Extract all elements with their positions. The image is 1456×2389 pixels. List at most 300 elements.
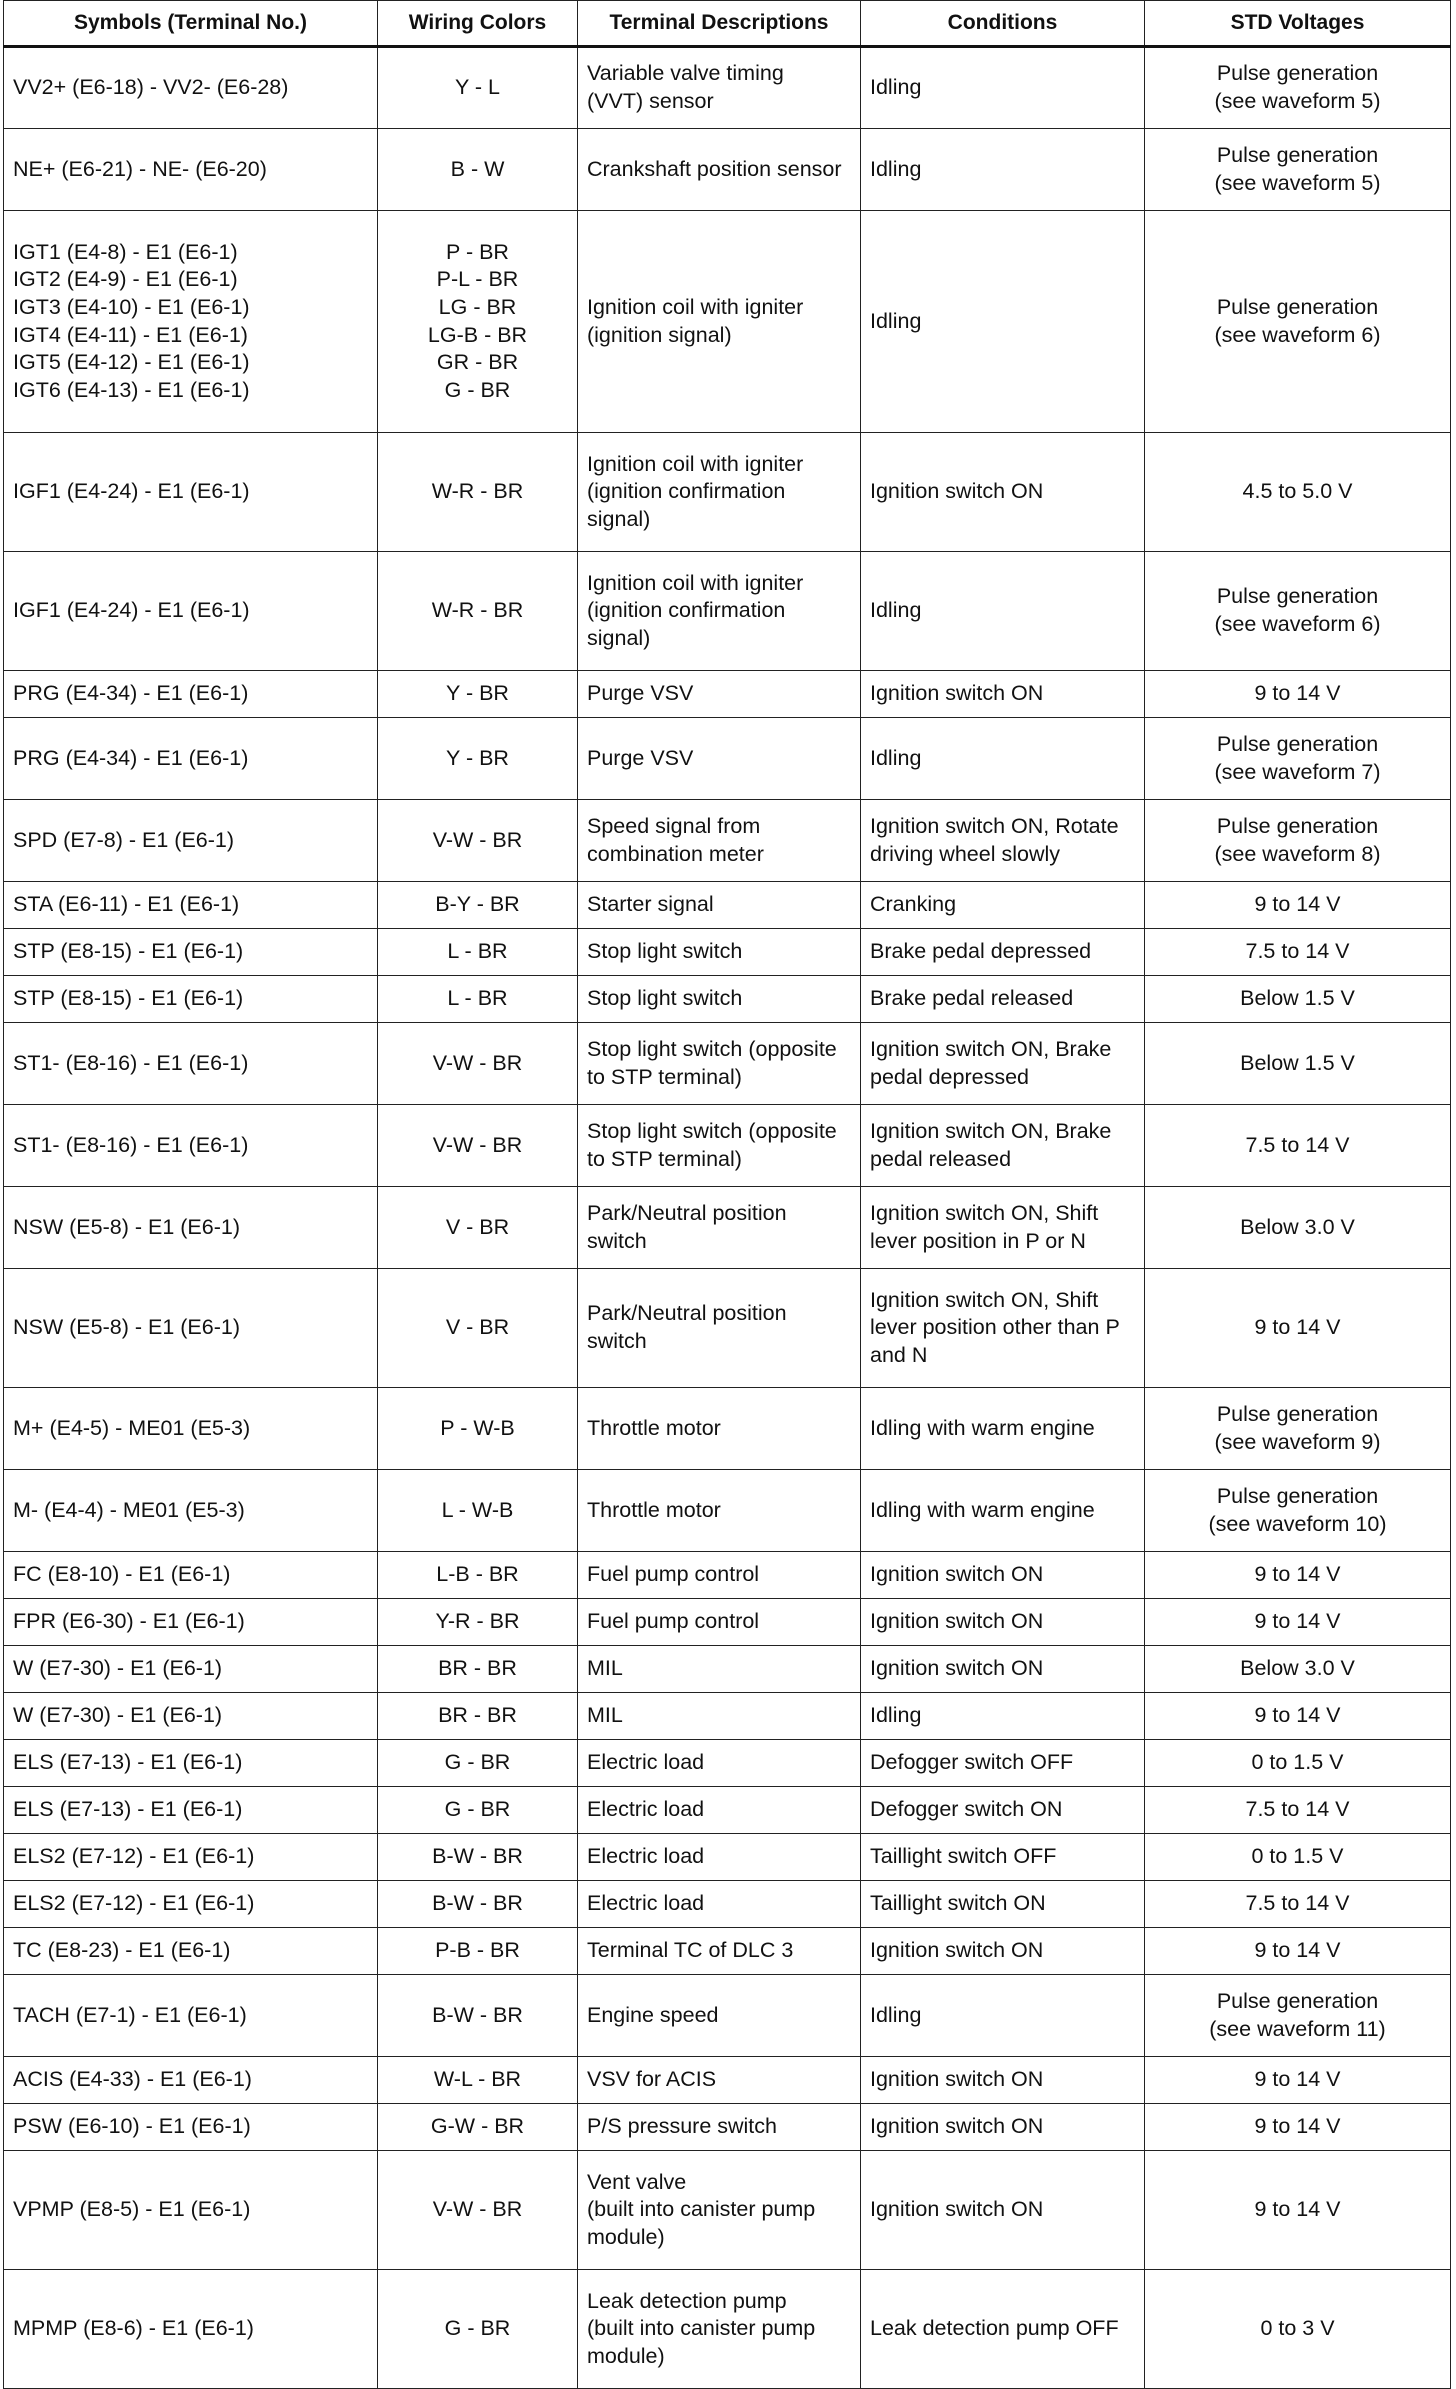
cell-terminal-description <box>578 800 861 882</box>
cell-terminal-description-line: Throttle motor <box>587 1415 721 1440</box>
cell-std-voltage-line: 9 to 14 V <box>1254 1562 1341 1587</box>
cell-symbol <box>4 1187 378 1269</box>
cell-symbol-line: VPMP (E8-5) - E1 (E6-1) <box>13 2197 251 2222</box>
cell-terminal-description <box>578 129 861 211</box>
cell-terminal-description <box>578 1552 861 1599</box>
cell-terminal-description-line: VSV for ACIS <box>587 2067 717 2092</box>
table-row <box>4 1187 1451 1269</box>
cell-symbol-line: STP (E8-15) - E1 (E6-1) <box>13 986 244 1011</box>
cell-wiring-color <box>378 882 578 929</box>
cell-terminal-description-line: module) <box>587 2343 665 2368</box>
cell-symbol <box>4 976 378 1023</box>
cell-condition <box>861 1470 1145 1552</box>
cell-wiring-color <box>378 552 578 671</box>
cell-terminal-description <box>578 1599 861 1646</box>
cell-symbol <box>4 1740 378 1787</box>
header-std-voltages: STD Voltages <box>1145 1 1451 47</box>
cell-std-voltage <box>1145 976 1451 1023</box>
cell-terminal-description-line: (built into canister pump <box>587 2197 816 2222</box>
table-row <box>4 1105 1451 1187</box>
cell-wiring-color-line: G-W - BR <box>430 2114 525 2139</box>
cell-terminal-description-line: Electric load <box>587 1844 705 1869</box>
cell-terminal-description <box>578 1787 861 1834</box>
cell-wiring-color-line: W-L - BR <box>433 2067 522 2092</box>
header-row <box>4 1 1451 47</box>
cell-terminal-description-line: Fuel pump control <box>587 1562 760 1587</box>
cell-terminal-description-line: to STP terminal) <box>587 1146 742 1171</box>
cell-condition-line: Idling <box>870 598 922 623</box>
cell-condition <box>861 671 1145 718</box>
cell-symbol-line: PRG (E4-34) - E1 (E6-1) <box>13 681 249 706</box>
cell-std-voltage-line: Pulse generation <box>1216 61 1379 86</box>
cell-condition-line: and N <box>870 1342 928 1367</box>
cell-wiring-color <box>378 1881 578 1928</box>
cell-condition <box>861 976 1145 1023</box>
table-row <box>4 433 1451 552</box>
cell-terminal-description-line: (built into canister pump <box>587 2316 816 2341</box>
cell-wiring-color <box>378 1975 578 2057</box>
cell-std-voltage <box>1145 433 1451 552</box>
cell-symbol-line: ELS2 (E7-12) - E1 (E6-1) <box>13 1891 255 1916</box>
cell-std-voltage-line: 7.5 to 14 V <box>1245 939 1350 964</box>
cell-symbol <box>4 1470 378 1552</box>
cell-symbol-line: M- (E4-4) - ME01 (E5-3) <box>13 1497 245 1522</box>
cell-wiring-color-line: V-W - BR <box>432 827 523 852</box>
cell-wiring-color-line: Y - BR <box>446 681 509 706</box>
cell-terminal-description-line: MIL <box>587 1656 623 1681</box>
cell-std-voltage <box>1145 671 1451 718</box>
cell-wiring-color <box>378 1023 578 1105</box>
cell-symbol-line: PRG (E4-34) - E1 (E6-1) <box>13 745 249 770</box>
cell-wiring-color-line: B-Y - BR <box>435 892 520 917</box>
cell-terminal-description-line: Stop light switch <box>587 939 743 964</box>
table-row <box>4 129 1451 211</box>
table-row <box>4 1023 1451 1105</box>
cell-std-voltage-line: (see waveform 6) <box>1214 322 1381 347</box>
cell-symbol-line: W (E7-30) - E1 (E6-1) <box>13 1656 223 1681</box>
table-row <box>4 1740 1451 1787</box>
cell-condition-line: Ignition switch ON, Rotate <box>870 813 1119 838</box>
cell-std-voltage <box>1145 1552 1451 1599</box>
cell-std-voltage <box>1145 718 1451 800</box>
cell-wiring-color-line: W-R - BR <box>431 479 524 504</box>
cell-terminal-description <box>578 2104 861 2151</box>
cell-symbol-line: ST1- (E8-16) - E1 (E6-1) <box>13 1050 249 1075</box>
cell-wiring-color <box>378 47 578 129</box>
cell-symbol <box>4 1975 378 2057</box>
cell-wiring-color <box>378 1834 578 1881</box>
table-row <box>4 1470 1451 1552</box>
cell-terminal-description-line: Stop light switch (opposite <box>587 1036 837 1061</box>
cell-terminal-description <box>578 1269 861 1388</box>
cell-terminal-description-line: signal) <box>587 625 651 650</box>
cell-terminal-description-line: Electric load <box>587 1750 705 1775</box>
cell-terminal-description-line: Ignition coil with igniter <box>587 451 804 476</box>
cell-terminal-description <box>578 1646 861 1693</box>
cell-condition <box>861 47 1145 129</box>
cell-condition-line: Leak detection pump OFF <box>870 2316 1119 2341</box>
cell-std-voltage <box>1145 1187 1451 1269</box>
cell-wiring-color-line: P - BR <box>446 239 509 264</box>
cell-condition <box>861 2151 1145 2270</box>
cell-wiring-color-line: B-W - BR <box>432 1891 523 1916</box>
cell-condition-line: driving wheel slowly <box>870 841 1060 866</box>
cell-condition-line: Idling <box>870 308 922 333</box>
cell-wiring-color <box>378 129 578 211</box>
cell-condition <box>861 552 1145 671</box>
cell-std-voltage-line: 9 to 14 V <box>1254 892 1341 917</box>
cell-symbol <box>4 1834 378 1881</box>
table-row <box>4 1269 1451 1388</box>
cell-condition <box>861 1599 1145 1646</box>
cell-terminal-description <box>578 929 861 976</box>
table-row <box>4 2270 1451 2389</box>
cell-condition-line: Defogger switch ON <box>870 1797 1063 1822</box>
cell-condition-line: Ignition switch ON <box>870 1938 1044 1963</box>
cell-std-voltage <box>1145 1693 1451 1740</box>
cell-condition <box>861 1269 1145 1388</box>
cell-wiring-color <box>378 1187 578 1269</box>
ecu-terminal-table <box>3 0 1451 2389</box>
table-row <box>4 1646 1451 1693</box>
cell-std-voltage-line: 9 to 14 V <box>1254 2067 1341 2092</box>
cell-condition <box>861 1975 1145 2057</box>
cell-wiring-color-line: L - W-B <box>441 1497 514 1522</box>
cell-terminal-description <box>578 1740 861 1787</box>
cell-std-voltage-line: 0 to 3 V <box>1260 2316 1335 2341</box>
cell-condition <box>861 211 1145 433</box>
cell-terminal-description <box>578 211 861 433</box>
cell-terminal-description <box>578 1928 861 1975</box>
cell-terminal-description-line: Terminal TC of DLC 3 <box>587 1938 794 1963</box>
cell-std-voltage-line: 9 to 14 V <box>1254 2114 1341 2139</box>
header-conditions: Conditions <box>861 1 1145 47</box>
cell-symbol-line: ELS2 (E7-12) - E1 (E6-1) <box>13 1844 255 1869</box>
cell-std-voltage-line: 7.5 to 14 V <box>1245 1132 1350 1157</box>
cell-condition <box>861 718 1145 800</box>
cell-terminal-description <box>578 2057 861 2104</box>
cell-condition-line: Ignition switch ON <box>870 1656 1044 1681</box>
cell-wiring-color <box>378 433 578 552</box>
cell-std-voltage-line: 9 to 14 V <box>1254 681 1341 706</box>
cell-wiring-color-line: L - BR <box>447 939 508 964</box>
cell-terminal-description <box>578 1693 861 1740</box>
table-row <box>4 800 1451 882</box>
cell-condition-line: Idling <box>870 2002 922 2027</box>
cell-terminal-description <box>578 671 861 718</box>
cell-terminal-description-line: Crankshaft position sensor <box>587 156 842 181</box>
cell-symbol-line: IGT2 (E4-9) - E1 (E6-1) <box>13 267 238 292</box>
header-symbols: Symbols (Terminal No.) <box>4 1 378 47</box>
cell-std-voltage-line: Pulse generation <box>1216 294 1379 319</box>
cell-terminal-description-line: signal) <box>587 506 651 531</box>
cell-symbol <box>4 800 378 882</box>
cell-condition-line: Ignition switch ON <box>870 1562 1044 1587</box>
cell-std-voltage-line: Pulse generation <box>1216 731 1379 756</box>
cell-condition <box>861 433 1145 552</box>
cell-condition <box>861 1187 1145 1269</box>
cell-wiring-color-line: GR - BR <box>436 350 519 375</box>
cell-terminal-description-line: Electric load <box>587 1891 705 1916</box>
cell-wiring-color <box>378 1740 578 1787</box>
header-wiring-colors: Wiring Colors <box>378 1 578 47</box>
cell-std-voltage-line: 9 to 14 V <box>1254 1703 1341 1728</box>
cell-terminal-description-line: switch <box>587 1329 647 1353</box>
cell-terminal-description-line: P/S pressure switch <box>587 2114 777 2139</box>
header-terminal-descriptions: Terminal Descriptions <box>578 1 861 47</box>
cell-std-voltage <box>1145 1470 1451 1552</box>
cell-wiring-color <box>378 1388 578 1470</box>
table-row <box>4 1834 1451 1881</box>
cell-wiring-color <box>378 2270 578 2389</box>
cell-wiring-color <box>378 929 578 976</box>
cell-std-voltage-line: 0 to 1.5 V <box>1251 1844 1344 1869</box>
cell-terminal-description-line: Park/Neutral position <box>587 1200 787 1225</box>
cell-condition-line: Idling <box>870 156 922 181</box>
cell-condition <box>861 800 1145 882</box>
cell-condition-line: Taillight switch OFF <box>870 1844 1057 1869</box>
cell-wiring-color-line: P - W-B <box>440 1415 515 1440</box>
cell-std-voltage-line: 9 to 14 V <box>1254 1938 1341 1963</box>
cell-condition-line: Ignition switch ON <box>870 681 1044 706</box>
cell-wiring-color <box>378 1269 578 1388</box>
cell-symbol-line: TC (E8-23) - E1 (E6-1) <box>13 1938 231 1963</box>
cell-symbol-line: IGF1 (E4-24) - E1 (E6-1) <box>13 598 250 623</box>
cell-terminal-description <box>578 1187 861 1269</box>
cell-condition-line: Brake pedal released <box>870 986 1074 1011</box>
cell-std-voltage-line: Pulse generation <box>1216 584 1379 609</box>
cell-symbol-line: NSW (E5-8) - E1 (E6-1) <box>13 1214 240 1239</box>
cell-symbol-line: STA (E6-11) - E1 (E6-1) <box>13 892 240 917</box>
cell-condition-line: Ignition switch ON <box>870 2114 1044 2139</box>
cell-wiring-color-line: L-B - BR <box>436 1562 519 1587</box>
table-row <box>4 211 1451 433</box>
cell-symbol-line: MPMP (E8-6) - E1 (E6-1) <box>13 2316 254 2341</box>
cell-terminal-description-line: switch <box>587 1228 647 1253</box>
cell-terminal-description-line: Purge VSV <box>587 745 694 770</box>
cell-condition <box>861 2057 1145 2104</box>
cell-condition <box>861 2104 1145 2151</box>
cell-condition-line: Taillight switch ON <box>870 1891 1046 1916</box>
cell-terminal-description-line: Electric load <box>587 1797 705 1822</box>
cell-terminal-description <box>578 1388 861 1470</box>
cell-std-voltage <box>1145 2270 1451 2389</box>
cell-wiring-color-line: G - BR <box>444 1750 511 1775</box>
cell-wiring-color <box>378 718 578 800</box>
cell-std-voltage-line: (see waveform 7) <box>1214 759 1381 784</box>
cell-condition <box>861 1693 1145 1740</box>
cell-condition-line: Ignition switch ON <box>870 2067 1044 2092</box>
cell-terminal-description-line: to STP terminal) <box>587 1064 742 1089</box>
cell-terminal-description <box>578 2151 861 2270</box>
cell-std-voltage <box>1145 552 1451 671</box>
cell-condition-line: Idling with warm engine <box>870 1415 1095 1440</box>
cell-wiring-color-line: P-L - BR <box>436 267 519 292</box>
cell-std-voltage <box>1145 1023 1451 1105</box>
cell-std-voltage-line: 7.5 to 14 V <box>1245 1891 1350 1916</box>
cell-wiring-color <box>378 1105 578 1187</box>
cell-std-voltage-line: Pulse generation <box>1216 1483 1379 1508</box>
table-row <box>4 1552 1451 1599</box>
cell-std-voltage-line: (see waveform 5) <box>1214 170 1381 195</box>
cell-terminal-description <box>578 1470 861 1552</box>
cell-wiring-color-line: V - BR <box>445 1315 510 1340</box>
table-row <box>4 2104 1451 2151</box>
cell-std-voltage <box>1145 2104 1451 2151</box>
cell-std-voltage <box>1145 47 1451 129</box>
cell-terminal-description <box>578 1834 861 1881</box>
cell-wiring-color <box>378 800 578 882</box>
cell-terminal-description-line: Starter signal <box>587 892 714 917</box>
cell-symbol-line: ACIS (E4-33) - E1 (E6-1) <box>13 2067 252 2092</box>
cell-condition-line: Ignition switch ON, Shift <box>870 1287 1099 1312</box>
cell-condition <box>861 1646 1145 1693</box>
cell-terminal-description-line: Engine speed <box>587 2002 719 2027</box>
cell-terminal-description-line: Variable valve timing <box>587 61 784 86</box>
cell-wiring-color-line: Y-R - BR <box>435 1609 520 1634</box>
cell-wiring-color <box>378 1552 578 1599</box>
cell-symbol <box>4 1388 378 1470</box>
cell-condition-line: Brake pedal depressed <box>870 939 1092 964</box>
cell-symbol-line: IGF1 (E4-24) - E1 (E6-1) <box>13 479 250 504</box>
cell-std-voltage-line: (see waveform 9) <box>1214 1429 1381 1454</box>
cell-condition <box>861 1388 1145 1470</box>
cell-wiring-color <box>378 1599 578 1646</box>
cell-symbol <box>4 1552 378 1599</box>
cell-wiring-color-line: B-W - BR <box>432 1844 523 1869</box>
cell-std-voltage <box>1145 1105 1451 1187</box>
cell-std-voltage <box>1145 1740 1451 1787</box>
cell-symbol <box>4 1787 378 1834</box>
cell-terminal-description <box>578 2270 861 2389</box>
cell-terminal-description <box>578 1881 861 1928</box>
cell-wiring-color-line: V - BR <box>445 1214 510 1239</box>
table-row <box>4 1599 1451 1646</box>
table-row <box>4 671 1451 718</box>
table-row <box>4 976 1451 1023</box>
cell-wiring-color-line: B-W - BR <box>432 2002 523 2027</box>
cell-condition <box>861 1552 1145 1599</box>
cell-wiring-color-line: L - BR <box>447 986 508 1011</box>
cell-terminal-description-line: Stop light switch <box>587 986 743 1011</box>
cell-symbol-line: PSW (E6-10) - E1 (E6-1) <box>13 2114 251 2139</box>
cell-symbol-line: IGT6 (E4-13) - E1 (E6-1) <box>13 377 250 402</box>
cell-std-voltage <box>1145 1388 1451 1470</box>
cell-std-voltage-line: (see waveform 8) <box>1214 841 1381 866</box>
cell-terminal-description <box>578 718 861 800</box>
cell-symbol <box>4 1646 378 1693</box>
cell-condition <box>861 2270 1145 2389</box>
cell-wiring-color-line: V-W - BR <box>432 1050 523 1075</box>
cell-wiring-color-line: Y - BR <box>446 745 509 770</box>
cell-terminal-description-line: (ignition confirmation <box>587 598 786 623</box>
cell-std-voltage <box>1145 211 1451 433</box>
cell-symbol <box>4 2151 378 2270</box>
table-body <box>4 47 1451 2389</box>
cell-symbol <box>4 882 378 929</box>
cell-condition <box>861 1740 1145 1787</box>
cell-terminal-description-line: module) <box>587 2224 665 2249</box>
cell-terminal-description <box>578 1105 861 1187</box>
cell-condition-line: Defogger switch OFF <box>870 1750 1074 1775</box>
cell-condition-line: pedal released <box>870 1146 1012 1171</box>
cell-std-voltage-line: Below 3.0 V <box>1240 1214 1355 1239</box>
cell-std-voltage-line: Below 1.5 V <box>1240 1050 1355 1075</box>
cell-symbol <box>4 1105 378 1187</box>
cell-condition-line: Cranking <box>870 892 957 917</box>
cell-symbol <box>4 2057 378 2104</box>
cell-wiring-color <box>378 1646 578 1693</box>
cell-terminal-description-line: (ignition signal) <box>587 322 732 347</box>
cell-std-voltage-line: Pulse generation <box>1216 1401 1379 1426</box>
cell-symbol <box>4 718 378 800</box>
cell-symbol <box>4 211 378 433</box>
cell-condition-line: Idling <box>870 75 922 100</box>
cell-symbol-line: ST1- (E8-16) - E1 (E6-1) <box>13 1132 249 1157</box>
cell-wiring-color <box>378 1928 578 1975</box>
cell-condition-line: lever position in P or N <box>870 1228 1086 1253</box>
cell-symbol-line: IGT1 (E4-8) - E1 (E6-1) <box>13 239 238 264</box>
cell-wiring-color-line: BR - BR <box>438 1703 517 1728</box>
cell-symbol <box>4 2104 378 2151</box>
cell-symbol-line: NE+ (E6-21) - NE- (E6-20) <box>13 156 267 181</box>
cell-symbol-line: SPD (E7-8) - E1 (E6-1) <box>13 827 235 852</box>
cell-symbol <box>4 1928 378 1975</box>
cell-wiring-color-line: P-B - BR <box>435 1938 520 1963</box>
cell-terminal-description <box>578 976 861 1023</box>
cell-wiring-color-line: BR - BR <box>438 1656 517 1681</box>
cell-terminal-description <box>578 433 861 552</box>
cell-symbol <box>4 552 378 671</box>
cell-std-voltage <box>1145 129 1451 211</box>
table-row <box>4 718 1451 800</box>
table-row <box>4 1693 1451 1740</box>
cell-std-voltage-line: 7.5 to 14 V <box>1245 1797 1350 1822</box>
cell-condition-line: Ignition switch ON <box>870 479 1044 504</box>
cell-std-voltage-line: (see waveform 11) <box>1209 2016 1386 2041</box>
table-row <box>4 2057 1451 2104</box>
cell-symbol <box>4 929 378 976</box>
cell-std-voltage-line: 0 to 1.5 V <box>1251 1750 1344 1775</box>
cell-condition <box>861 1023 1145 1105</box>
table-row <box>4 2151 1451 2270</box>
cell-wiring-color <box>378 1470 578 1552</box>
cell-std-voltage-line: (see waveform 6) <box>1214 612 1381 636</box>
cell-terminal-description <box>578 882 861 929</box>
cell-wiring-color-line: LG - BR <box>438 294 517 319</box>
cell-symbol <box>4 671 378 718</box>
cell-std-voltage-line: 9 to 14 V <box>1254 1609 1341 1634</box>
cell-condition <box>861 1928 1145 1975</box>
cell-std-voltage <box>1145 1975 1451 2057</box>
cell-wiring-color-line: V-W - BR <box>432 1132 523 1157</box>
cell-terminal-description <box>578 1023 861 1105</box>
cell-wiring-color <box>378 2104 578 2151</box>
cell-symbol-line: IGT4 (E4-11) - E1 (E6-1) <box>13 322 248 347</box>
cell-terminal-description-line: Stop light switch (opposite <box>587 1118 837 1143</box>
cell-std-voltage-line: (see waveform 10) <box>1208 1511 1387 1536</box>
cell-symbol <box>4 1023 378 1105</box>
cell-std-voltage-line: Pulse generation <box>1216 813 1379 838</box>
cell-wiring-color <box>378 2057 578 2104</box>
cell-condition-line: Idling with warm engine <box>870 1497 1095 1522</box>
cell-std-voltage <box>1145 2057 1451 2104</box>
cell-std-voltage-line: 4.5 to 5.0 V <box>1242 479 1353 504</box>
cell-symbol <box>4 1693 378 1740</box>
table-row <box>4 929 1451 976</box>
cell-std-voltage <box>1145 1599 1451 1646</box>
cell-condition <box>861 1834 1145 1881</box>
